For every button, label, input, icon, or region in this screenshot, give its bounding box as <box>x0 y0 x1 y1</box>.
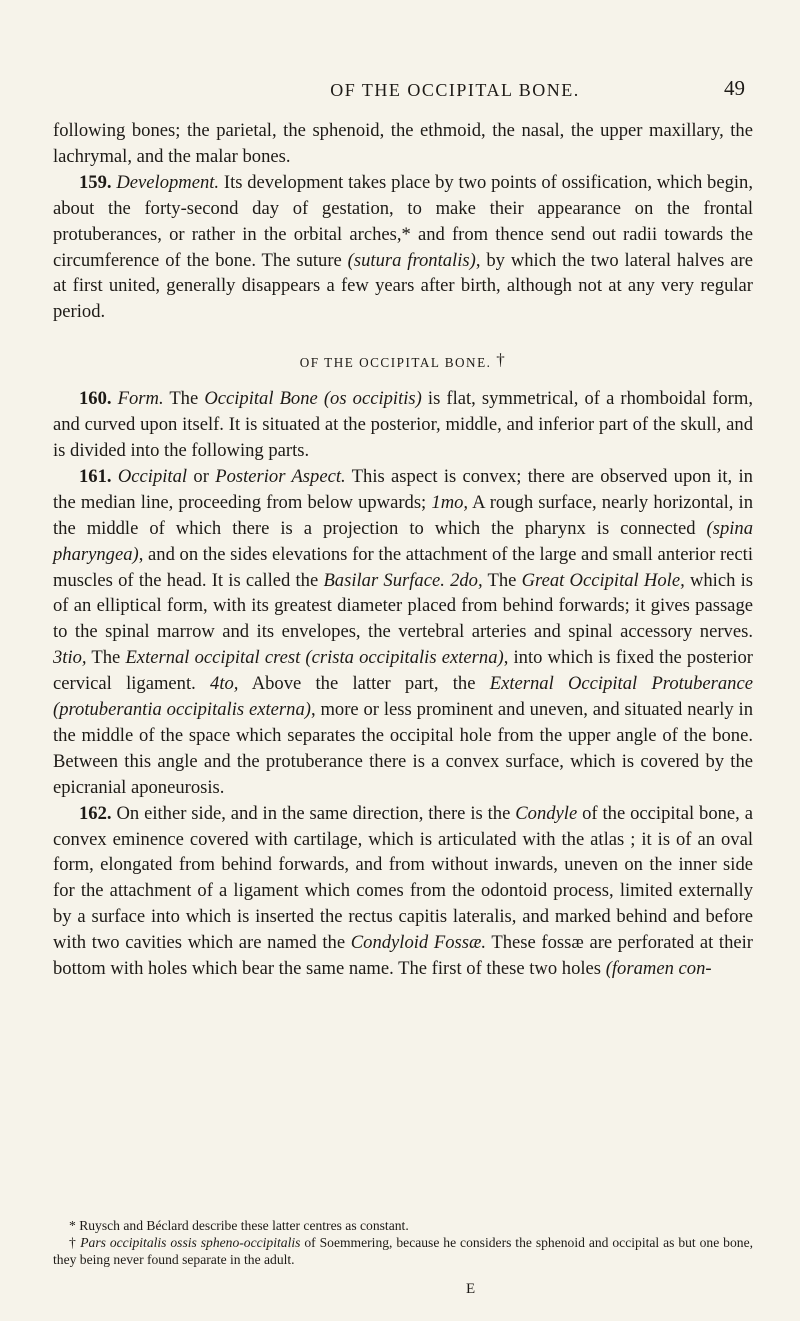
latin-term: Pars occipitalis ossis spheno-occipitalis <box>80 1235 301 1250</box>
page-header <box>0 76 800 110</box>
paragraph-text: The <box>86 647 126 669</box>
p158-text: following bones; the parietal, the sphenoid, the ethmoid, the nasal, the upper maxillary, the lachrymal, and the malar bones. <box>53 120 753 167</box>
term: Great Occipital Hole, <box>521 569 685 591</box>
paragraph-title: Posterior Aspect. <box>215 465 346 487</box>
term: External Occipital Protuberance (protuberantia occipitalis externa) <box>53 673 753 721</box>
page-number: 49 <box>724 76 745 100</box>
term: (foramen con- <box>605 958 712 980</box>
term: Occipital Bone (os occipitis) <box>204 388 422 410</box>
ordinal: 3tio, <box>53 647 87 669</box>
body-text <box>53 118 753 982</box>
paragraph-text: or <box>187 465 216 487</box>
footnote-2 <box>53 1234 753 1268</box>
paragraph-text: is flat, symmetrical, of a rhomboidal form, and curved upon itself. It is situated at the posterior, middle, and inferior part of the skull, and is divided into the following parts. <box>53 388 753 461</box>
paragraph-160 <box>53 386 753 464</box>
footnote-mark: † <box>496 350 507 370</box>
footnote-text: of Soemmering, because he considers the sphenoid and occipital as but one bone, they being never found separate in the adult. <box>53 1235 753 1267</box>
term: Condyloid Fossæ. <box>350 932 487 954</box>
ordinal: 4to, <box>210 673 239 695</box>
paragraph-text: Above the latter part, the <box>238 673 490 695</box>
footnote-1: * Ruysch and Béclard describe these latter centres as constant. <box>69 1218 409 1233</box>
section-heading <box>53 347 753 376</box>
latin-term: (spina pharyngea) <box>53 517 753 565</box>
paragraph-text: , by which the two lateral halves are at first united, generally disappears a few years after birth, although not at any very regular period. <box>53 249 753 323</box>
paragraph-159 <box>53 170 753 325</box>
paragraph-title: Development. <box>116 171 220 193</box>
paragraph-161 <box>53 464 753 801</box>
signature-mark: E <box>466 1281 476 1297</box>
paragraph-162 <box>53 801 753 982</box>
running-head: OF THE OCCIPITAL BONE. <box>330 80 580 100</box>
paragraph-text: , and on the sides elevations for the attachment of the large and small anterior recti muscles of the head. It is called the <box>53 543 753 591</box>
footnotes <box>53 1217 753 1268</box>
paragraph-text: A rough surface, nearly horizontal, in the middle of which there is a projection to which the pharynx is connected <box>53 491 753 539</box>
paragraph-text: which is of an elliptical form, with its greatest diameter placed from behind forwards; it gives passage to the spinal marrow and its envelopes, the vertebral arteries and spinal accessory nerves. <box>53 569 754 643</box>
footnote-mark: † <box>69 1235 81 1250</box>
paragraph-158-continuation <box>53 118 753 170</box>
paragraph-text: This aspect is convex; there are observed upon it, in the median line, proceeding from below upwards; <box>53 465 753 513</box>
paragraph-text: The <box>163 388 205 410</box>
term: External occipital crest (crista occipitalis externa) <box>125 647 504 669</box>
paragraph-number: 159. <box>79 171 112 193</box>
ordinal: 2do, <box>444 569 483 591</box>
paragraph-text: , into which is fixed the posterior cervical ligament. <box>53 647 754 695</box>
paragraph-text: The <box>482 569 522 591</box>
section-heading-text: OF THE OCCIPITAL BONE. <box>299 355 492 371</box>
paragraph-text: of the occipital bone, a convex eminence covered with cartilage, which is articulated with the atlas ; it is of an oval form, elongated from behind forwards, and from without inwards, uneven on the inner side for the attachment of a ligament which comes from the odontoid process, limited externally by a surface into which is inserted the rectus capitis lateralis, and marked behind and before with two cavities which are named the <box>53 802 753 954</box>
paragraph-title: Occipital <box>117 465 188 487</box>
paragraph-number: 161. <box>79 465 112 487</box>
paragraph-text: , more or less prominent and uneven, and situated nearly in the middle of the space which separates the occipital hole from the upper angle of the bone. Between this angle and the protuberance there is a convex surface, which is covered by the epicranial aponeurosis. <box>53 699 753 798</box>
paragraph-text: Its development takes place by two points of ossification, which begin, about the forty-second day of gestation, to make their appearance on the frontal protuberances, or rather in the orbital arches,* and from thence send out radii towards the circumference of the bone. The suture <box>53 171 753 271</box>
paragraph-text: On either side, and in the same direction, there is the <box>111 802 516 824</box>
paragraph-title: Form. <box>117 388 164 410</box>
paragraph-number: 160. <box>79 388 112 410</box>
term: Basilar Surface. <box>323 569 445 591</box>
term: Condyle <box>515 802 578 824</box>
latin-term: (sutura frontalis) <box>347 249 476 271</box>
ordinal: 1mo, <box>431 491 469 513</box>
paragraph-text: These fossæ are perforated at their bottom with holes which bear the same name. The first of these two holes <box>53 932 753 980</box>
paragraph-number: 162. <box>79 802 112 824</box>
